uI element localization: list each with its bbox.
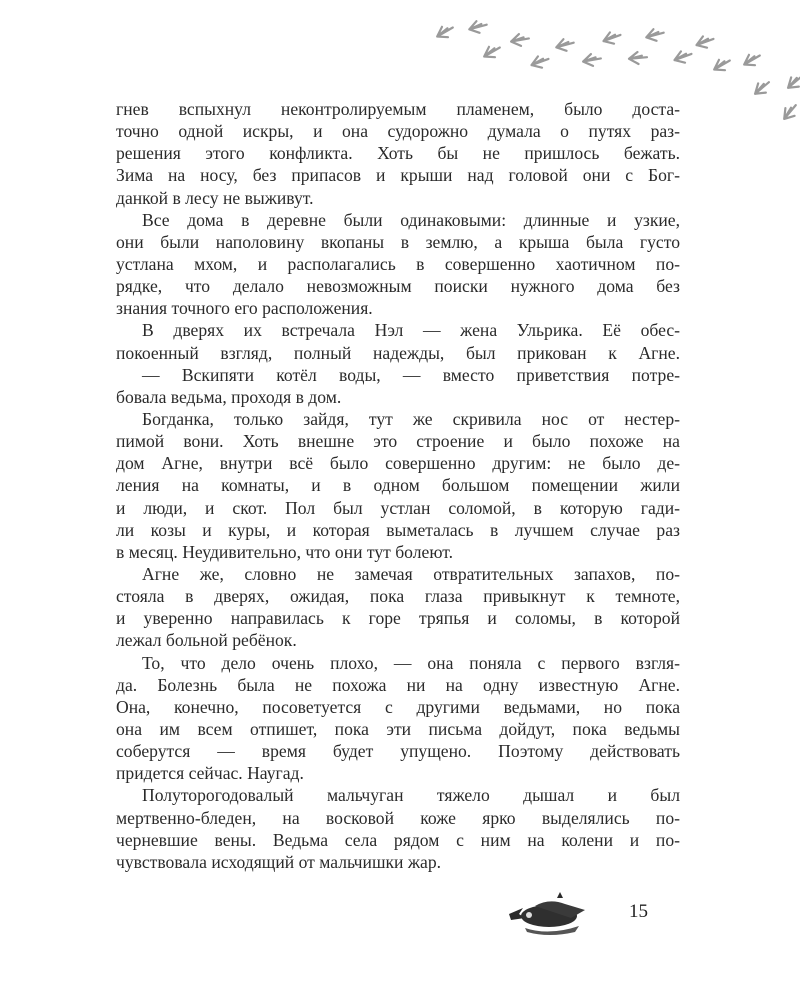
text-line: решения этого конфликта. Хоть бы не пришлось бежать. bbox=[116, 143, 680, 164]
text-line: Зима на носу, без припасов и крыши над головой они с Бог- bbox=[116, 165, 680, 186]
text-line: гнев вспыхнул неконтролируемым пламенем, было доста- bbox=[116, 99, 680, 119]
bird-track-icon bbox=[434, 22, 456, 41]
bird-track-icon bbox=[601, 29, 622, 46]
text-line: ли козы и куры, и которая выметалась в лучшем случае раз bbox=[116, 519, 680, 540]
text-line: В дверях их встречала Нэл — жена Ульрика. Её обес- bbox=[142, 320, 680, 341]
text-line: Богданка, только зайдя, тут же скривила нос от нестер- bbox=[142, 408, 680, 429]
text-line: Агне же, словно не замечая отвратительных запахов, по- bbox=[142, 563, 680, 584]
text-line: мертвенно-бледен, на восковой коже ярко выделялись по- bbox=[116, 807, 680, 828]
text-line: пимой вони. Хоть внешне это строение и было похоже на bbox=[116, 431, 680, 452]
text-line: и уверенно направилась к горе тряпья и соломы, в которой bbox=[116, 608, 680, 629]
text-line: да. Болезнь была не похожа ни на одну известную Агне. bbox=[116, 674, 680, 695]
bird-track-icon bbox=[741, 50, 763, 69]
bird-track-icon bbox=[582, 53, 602, 68]
text-line: черневшие вены. Ведьма села рядом с ним на колени и по- bbox=[116, 829, 680, 850]
page-number: 15 bbox=[629, 901, 648, 922]
bird-track-icon bbox=[751, 78, 773, 99]
text-line: ления на комнаты, и в одном большом помещении жили bbox=[116, 475, 680, 496]
text-line: в месяц. Неудивительно, что они тут болеют. bbox=[116, 541, 454, 562]
bird-track-icon bbox=[481, 42, 503, 61]
text-line: покоенный взгляд, полный надежды, был прикован к Агне. bbox=[116, 342, 680, 363]
text-line: придется сейчас. Наугад. bbox=[116, 763, 304, 784]
text-line: Она, конечно, посоветуется с другими ведьмами, но пока bbox=[116, 696, 680, 717]
text-line: они были наполовину вкопаны в землю, а крыша была густо bbox=[116, 231, 680, 252]
body-text bbox=[116, 98, 680, 873]
text-line: дом Агне, внутри всё было совершенно другим: не было де- bbox=[116, 453, 680, 474]
bird-track-icon bbox=[711, 55, 733, 74]
text-line: соберутся — время будет упущено. Поэтому действовать bbox=[116, 741, 680, 762]
bird-track-icon bbox=[529, 53, 550, 70]
bird-track-icon bbox=[510, 33, 530, 48]
bird-illustration bbox=[505, 888, 587, 938]
bird-track-icon bbox=[694, 33, 715, 50]
text-line: То, что дело очень плохо, — она поняла с первого взгля- bbox=[142, 652, 680, 673]
bird-track-icon bbox=[645, 27, 665, 43]
bird-track-icon bbox=[784, 72, 800, 93]
text-line: и люди, и скот. Пол был устлан соломой, в которую гади- bbox=[116, 497, 680, 518]
bird-track-icon bbox=[468, 19, 488, 35]
text-line: устлана мхом, и располагались в совершенно хаотичном по- bbox=[116, 253, 680, 274]
bird-track-icon bbox=[629, 51, 648, 65]
text-line: данкой в лесу не выживут. bbox=[116, 187, 314, 208]
text-line: чувствовала исходящий от мальчишки жар. bbox=[116, 851, 442, 872]
text-line: знания точного его расположения. bbox=[116, 298, 373, 319]
text-line: Все дома в деревне были одинаковыми: длинные и узкие, bbox=[142, 209, 680, 230]
bird-track-icon bbox=[555, 37, 575, 53]
text-line: стояла в дверях, ожидая, пока глаза привыкнут к темноте, bbox=[116, 586, 680, 607]
text-line: бовала ведьма, проходя в дом. bbox=[116, 386, 342, 407]
text-line: она им всем отпишет, пока эти письма дойдут, пока ведьмы bbox=[116, 718, 680, 739]
text-line: — Вскипяти котёл воды, — вместо приветствия потре- bbox=[142, 364, 680, 385]
text-line: Полуторогодовалый мальчуган тяжело дышал и был bbox=[142, 785, 680, 806]
bird-track-icon bbox=[780, 101, 800, 123]
text-line: лежал больной ребёнок. bbox=[116, 630, 297, 651]
bird-track-icon bbox=[672, 48, 693, 65]
text-line: рядке, что делало невозможным поиски нужного дома без bbox=[116, 276, 680, 297]
text-line: точно одной искры, и она судорожно думала о путях раз- bbox=[116, 121, 680, 142]
